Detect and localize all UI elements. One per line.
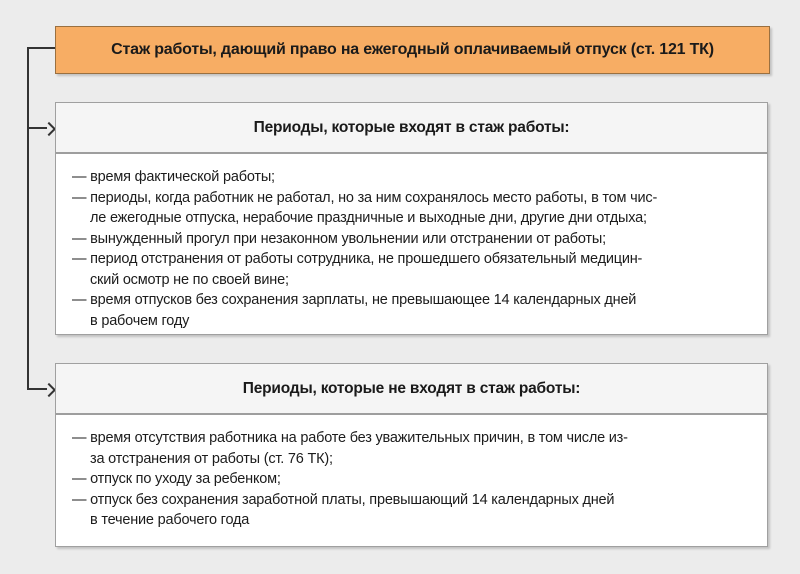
- included-periods-header-text: Периоды, которые входят в стаж работы:: [253, 118, 570, 136]
- excluded-periods-box: [55, 363, 768, 547]
- excluded-periods-header-text: Периоды, которые не входят в стаж работы:: [242, 379, 581, 397]
- list-item: — время отсутствия работника на работе без уважительных причин, в том числе из- за отстранения от работы (ст. 76 ТК);: [72, 430, 628, 467]
- included-periods-list: [56, 154, 767, 331]
- list-item: — отпуск по уходу за ребенком;: [72, 471, 281, 487]
- excluded-periods-header: [56, 364, 767, 415]
- list-item: — вынужденный прогул при незаконном увольнении или отстранении от работы;: [72, 230, 606, 247]
- connector-vertical-line: [27, 47, 29, 390]
- list-item: — отпуск без сохранения заработной платы, превышающий 14 календарных дней в течение рабочего года: [72, 491, 615, 528]
- excluded-periods-list: [56, 415, 767, 531]
- connector-from-title: [27, 47, 55, 49]
- title-text: Стаж работы, дающий право на ежегодный оплачиваемый отпуск (ст. 121 ТК): [111, 41, 714, 58]
- list-item: — периоды, когда работник не работал, но за ним сохранялось место работы, в том чис- ле ежегодные отпуска, нерабочие праздничные и выходные дни, другие дни отдыха;: [72, 189, 658, 226]
- list-item: — время фактической работы;: [72, 169, 275, 185]
- list-item: — время отпусков без сохранения зарплаты, не превышающее 14 календарных дней в рабочем году: [72, 292, 637, 329]
- arrow-right-icon: [42, 383, 56, 397]
- arrow-right-icon: [42, 122, 56, 136]
- included-periods-header: [56, 103, 767, 154]
- list-item: — период отстранения от работы сотрудника, не прошедшего обязательный медицин- ский осмотр не по своей вине;: [72, 251, 643, 288]
- included-periods-box: [55, 102, 768, 335]
- title-box: [55, 26, 770, 74]
